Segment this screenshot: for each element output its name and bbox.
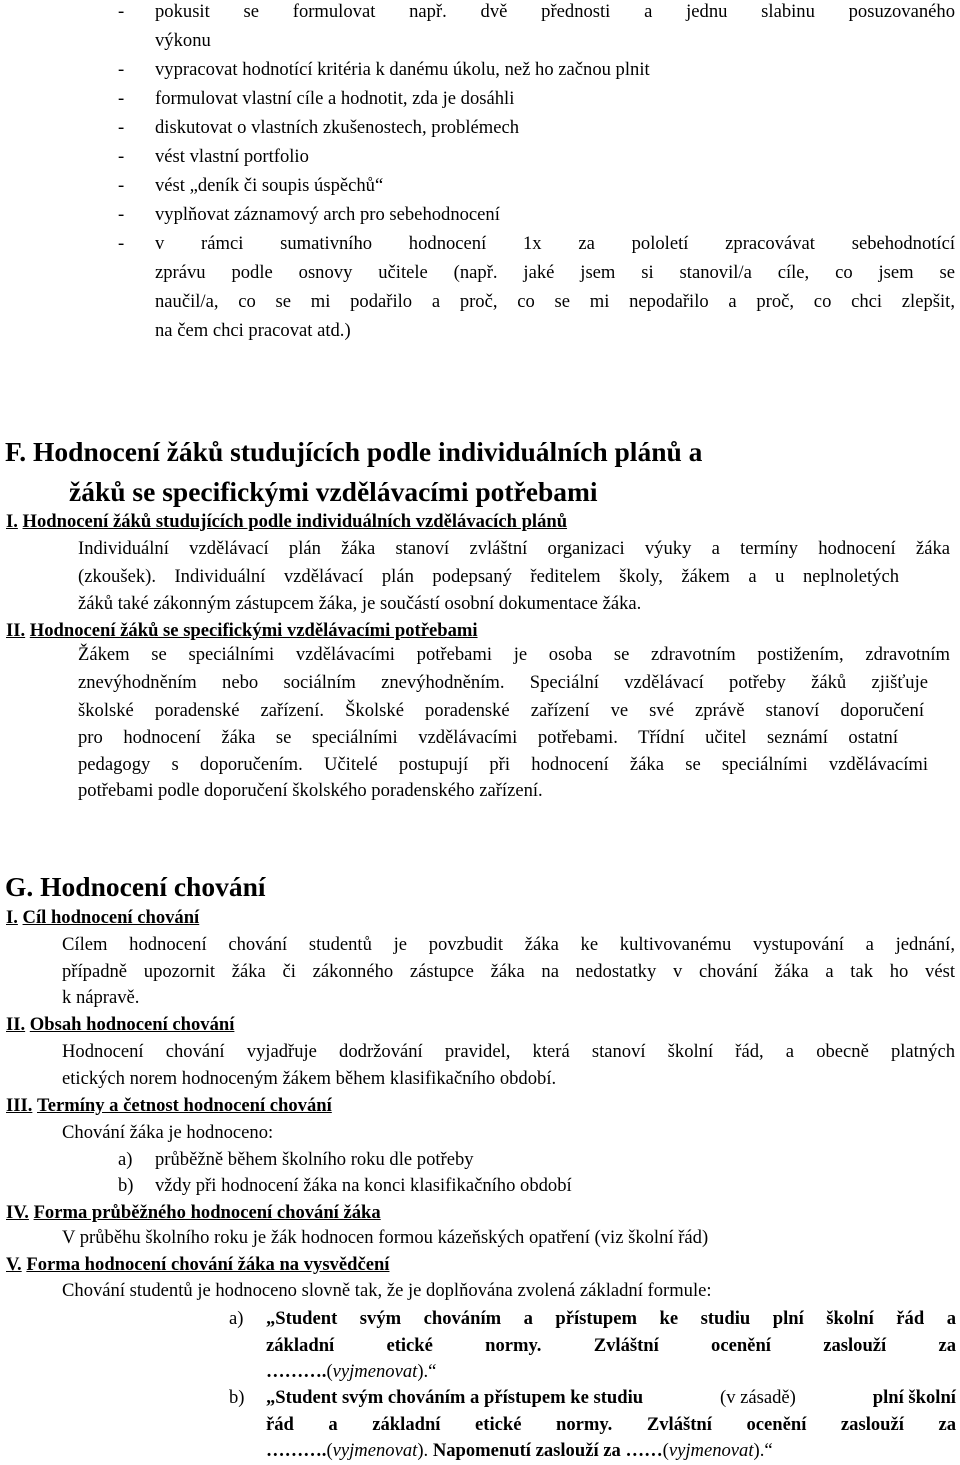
bullet-text: vést vlastní portfolio xyxy=(155,146,309,167)
list-marker: b) xyxy=(229,1387,245,1408)
paragraph-line: školské poradenské zařízení. Školské poradenské zařízení ve své zprávě stanoví doporučení xyxy=(78,700,924,721)
paragraph-line: pedagogy s doporučením. Učitelé postupují při hodnocení žáka se speciálními vzdělávacími xyxy=(78,754,928,775)
section-f-title: F. Hodnocení žáků studujících podle individuálních plánů a xyxy=(5,436,703,467)
paragraph-line: Chování žáka je hodnoceno: xyxy=(62,1122,274,1143)
list-item: průběžně během školního roku dle potřeby xyxy=(155,1149,474,1170)
bullet-text: vést „deník či soupis úspěchů“ xyxy=(155,175,384,196)
list-marker: b) xyxy=(118,1175,134,1196)
bullet-text: v rámci sumativního hodnocení 1x za pololetí zpracovávat sebehodnotící xyxy=(155,233,955,254)
paragraph-line: V průběhu školního roku je žák hodnocen formou kázeňských opatření (viz školní řád) xyxy=(62,1227,709,1248)
formula-b-line: řád a základní etické normy. Zvláštní ocenění zaslouží za xyxy=(266,1414,956,1435)
list-marker: a) xyxy=(229,1308,244,1329)
paragraph-line: Žákem se speciálními vzdělávacími potřebami je osoba se zdravotním postižením, zdravotním xyxy=(78,644,950,665)
paragraph-line: Cílem hodnocení chování studentů je povzbudit žáka ke kultivovanému vystupování a jednání, xyxy=(62,934,955,955)
bullet-dash: - xyxy=(118,146,125,167)
paragraph-line: pro hodnocení žáka se speciálními vzdělávacími potřebami. Třídní učitel seznámí ostatní xyxy=(78,727,898,748)
section-f-sub2-heading: II. Hodnocení žáků se specifickými vzdělávacími potřebami xyxy=(6,620,478,641)
paragraph-line: žáků také zákonným zástupcem žáka, je součástí osobní dokumentace žáka. xyxy=(78,593,642,614)
bullet-dash: - xyxy=(118,59,125,80)
section-f-title-cont: žáků se specifickými vzdělávacími potřebami xyxy=(69,476,598,507)
formula-b-end: ……….(vyjmenovat). Napomenutí zaslouží za ……(vyjmenovat).“ xyxy=(266,1440,773,1461)
list-marker: a) xyxy=(118,1149,133,1170)
formula-a-end: ……….(vyjmenovat).“ xyxy=(266,1361,437,1382)
formula-b-line: „Student svým chováním a přístupem ke studiu (v zásadě) plní školní xyxy=(266,1387,956,1408)
bullet-text: formulovat vlastní cíle a hodnotit, zda je dosáhli xyxy=(155,88,515,109)
bullet-text: naučil/a, co se mi podařilo a proč, co se mi nepodařilo a proč, co chci zlepšit, xyxy=(155,291,955,312)
section-g-sub3-heading: III. Termíny a četnost hodnocení chování xyxy=(6,1095,332,1116)
section-f-sub1-heading: I. Hodnocení žáků studujících podle individuálních vzdělávacích plánů xyxy=(6,511,568,532)
paragraph-line: (zkoušek). Individuální vzdělávací plán podepsaný ředitelem školy, žákem a u neplnoletých xyxy=(78,566,899,587)
bullet-text: vyplňovat záznamový arch pro sebehodnocení xyxy=(155,204,500,225)
section-g-title: G. Hodnocení chování xyxy=(5,871,266,902)
paragraph-line: potřebami podle doporučení školského poradenského zařízení. xyxy=(78,780,543,801)
bullet-text: pokusit se formulovat např. dvě přednosti a jednu slabinu posuzovaného xyxy=(155,1,955,22)
bullet-dash: - xyxy=(118,1,125,22)
bullet-text: na čem chci pracovat atd.) xyxy=(155,320,351,341)
bullet-dash: - xyxy=(118,88,125,109)
bullet-dash: - xyxy=(118,175,125,196)
paragraph-line: případně upozornit žáka či zákonného zástupce žáka na nedostatky v chování žáka a tak ho vést xyxy=(62,961,955,982)
bullet-text: diskutovat o vlastních zkušenostech, problémech xyxy=(155,117,520,138)
section-g-sub1-heading: I. Cíl hodnocení chování xyxy=(6,907,200,928)
bullet-dash: - xyxy=(118,204,125,225)
formula-a-line: základní etické normy. Zvláštní ocenění zaslouží za xyxy=(266,1335,956,1356)
list-item: vždy při hodnocení žáka na konci klasifikačního období xyxy=(155,1175,572,1196)
bullet-text: vypracovat hodnotící kritéria k danému úkolu, než ho začnou plnit xyxy=(155,59,650,80)
paragraph-line: znevýhodněním nebo sociálním znevýhodněním. Speciální vzdělávací potřeby žáků zjišťuje xyxy=(78,672,928,693)
paragraph-line: Hodnocení chování vyjadřuje dodržování pravidel, která stanoví školní řád, a obecně platných xyxy=(62,1041,955,1062)
paragraph-line: Individuální vzdělávací plán žáka stanoví zvláštní organizaci výuky a termíny hodnocení žáka xyxy=(78,538,950,559)
bullet-dash: - xyxy=(118,117,125,138)
bullet-dash: - xyxy=(118,233,125,254)
section-g-sub4-heading: IV. Forma průběžného hodnocení chování žáka xyxy=(6,1202,381,1223)
bullet-text: výkonu xyxy=(155,30,211,51)
paragraph-line: Chování studentů je hodnoceno slovně tak, že je doplňována zvolená základní formule: xyxy=(62,1280,712,1301)
paragraph-line: k nápravě. xyxy=(62,987,140,1008)
formula-a-line: „Student svým chováním a přístupem ke studiu plní školní řád a xyxy=(266,1308,956,1329)
section-g-sub5-heading: V. Forma hodnocení chování žáka na vysvědčení xyxy=(6,1254,390,1275)
paragraph-line: etických norem hodnoceným žákem během klasifikačního období. xyxy=(62,1068,557,1089)
bullet-text: zprávu podle osnovy učitele (např. jaké jsem si stanovil/a cíle, co jsem se xyxy=(155,262,955,283)
section-g-sub2-heading: II. Obsah hodnocení chování xyxy=(6,1014,235,1035)
